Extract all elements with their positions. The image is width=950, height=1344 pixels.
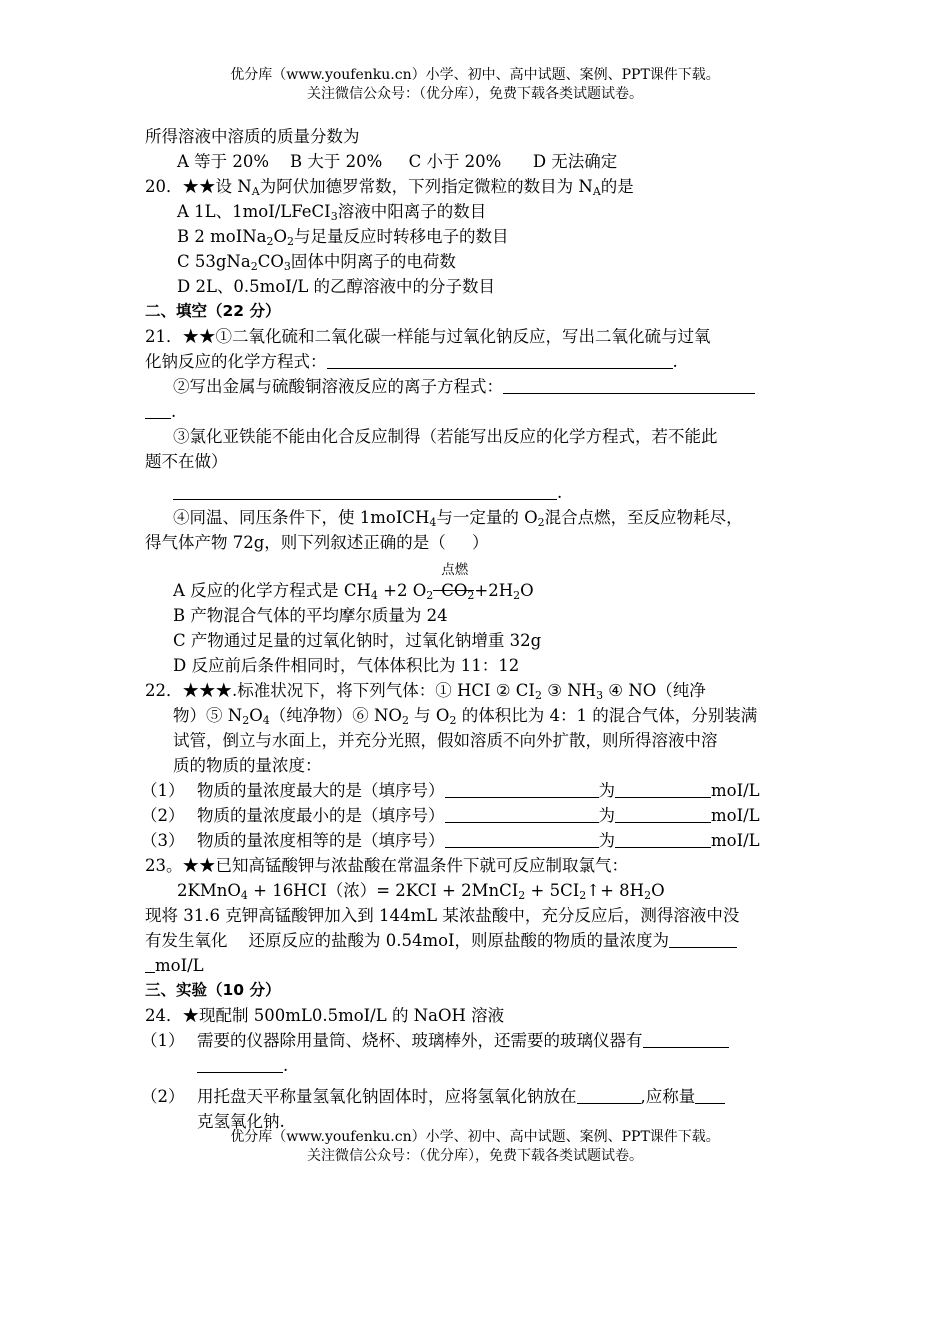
answer-blank[interactable] bbox=[643, 1029, 729, 1048]
q20-option-c bbox=[145, 249, 815, 274]
item-number: （1） bbox=[141, 1031, 185, 1050]
q21-part-2-cont bbox=[145, 399, 815, 424]
q21-number: 21． bbox=[145, 327, 183, 346]
q22-line-1 bbox=[145, 678, 815, 703]
q19-tail: 所得溶液中溶质的质量分数为 bbox=[145, 127, 360, 146]
q21-part-3-line-1: ③氯化亚铁能不能由化合反应制得（若能写出反应的化学方程式，若不能此 bbox=[173, 427, 718, 446]
q21-text: 混合点燃，至反应物耗尽， bbox=[544, 508, 743, 527]
q22-text: ④ NO（纯净 bbox=[603, 681, 706, 700]
q22-item-2 bbox=[141, 803, 815, 828]
q22-text: .标准状况下，将下列气体：① HCI ② CI bbox=[232, 681, 535, 700]
q23-text: 已知高锰酸钾与浓盐酸在常温条件下就可反应制取氯气： bbox=[215, 856, 628, 875]
option-text: +2H bbox=[474, 581, 514, 600]
q24-number: 24． bbox=[145, 1006, 183, 1025]
q20-stem bbox=[145, 174, 815, 199]
item-text: 物质的量浓度最小的是（填序号） bbox=[197, 806, 445, 825]
q20-option-b bbox=[145, 224, 815, 249]
q20-stem-text: 为阿伏加德罗常数，下列指定微粒的数目为 N bbox=[259, 177, 593, 196]
option-text: O bbox=[273, 227, 288, 246]
subscript: 2 bbox=[518, 889, 526, 902]
equation-text: O bbox=[651, 881, 665, 900]
q22-number: 22． bbox=[145, 681, 183, 700]
q21-option-d: D 反应前后条件相同时，气体体积比为 11：12 bbox=[173, 656, 520, 675]
q19-options: A 等于 20% B 大于 20% C 小于 20% D 无法确定 bbox=[177, 152, 618, 171]
q22-text: （纯净物）⑥ NO bbox=[269, 706, 402, 725]
header-line-1: 优分库（www.youfenku.cn）小学、初中、高中试题、案例、PPT课件下载。 bbox=[230, 67, 720, 83]
option-text: O bbox=[520, 581, 534, 600]
subscript: 2 bbox=[401, 714, 409, 727]
q22-text: O bbox=[249, 706, 263, 725]
period: . bbox=[557, 483, 563, 502]
reaction-arrow bbox=[433, 562, 475, 603]
q21-text: ④同温、同压条件下，使 1moICH bbox=[173, 508, 430, 527]
reaction-condition: 点燃 bbox=[441, 562, 469, 578]
q21-line-2 bbox=[145, 349, 815, 374]
q22-text: 与 O bbox=[408, 706, 450, 725]
subscript: 2 bbox=[534, 689, 542, 702]
item-text: 用托盘天平称量氢氧化钠固体时，应将氢氧化钠放在 bbox=[197, 1087, 577, 1106]
item-text: 物质的量浓度最大的是（填序号） bbox=[197, 781, 445, 800]
footer-line-1: 优分库（www.youfenku.cn）小学、初中、高中试题、案例、PPT课件下载。 bbox=[230, 1129, 720, 1145]
answer-blank[interactable] bbox=[197, 1054, 283, 1073]
q24-text: 现配制 500mL0.5moI/L 的 NaOH 溶液 bbox=[199, 1006, 505, 1025]
item-text: 为 bbox=[598, 831, 615, 850]
q20-stem-text: 的是 bbox=[600, 177, 634, 196]
q21-option-b: B 产物混合气体的平均摩尔质量为 24 bbox=[173, 606, 448, 625]
q20-option-a bbox=[145, 199, 815, 224]
answer-blank[interactable] bbox=[327, 350, 673, 369]
option-text: 与足量反应时转移电子的数目 bbox=[294, 227, 509, 246]
answer-blank[interactable] bbox=[145, 400, 171, 419]
subscript: 4 bbox=[429, 516, 437, 529]
option-text: C 53gNa bbox=[177, 252, 251, 271]
q23-line-3: 现将 31.6 克钾高锰酸钾加入到 144mL 某浓盐酸中，充分反应后，测得溶液中没 bbox=[145, 906, 740, 925]
q23-equation bbox=[145, 878, 815, 903]
q23-number: 23。 bbox=[145, 856, 183, 875]
subscript: 2 bbox=[467, 589, 475, 602]
period: . bbox=[171, 402, 177, 421]
page-header bbox=[0, 66, 950, 104]
q23-line-5 bbox=[145, 953, 815, 978]
q22-line-4: 质的物质的量浓度： bbox=[173, 756, 322, 775]
q23-line-1 bbox=[145, 853, 815, 878]
answer-blank[interactable] bbox=[445, 804, 599, 823]
period: . bbox=[283, 1056, 289, 1075]
subscript: 2 bbox=[513, 589, 521, 602]
answer-blank[interactable] bbox=[695, 1085, 725, 1104]
item-number: （1） bbox=[141, 781, 185, 800]
item-text: 为 bbox=[598, 806, 615, 825]
q22-stars: ★★★ bbox=[182, 681, 232, 700]
q24-stars: ★ bbox=[182, 1006, 199, 1025]
q20-stars: ★★ bbox=[182, 177, 216, 196]
q21-part-3-answer bbox=[145, 480, 815, 505]
q21-text: ②写出金属与硫酸铜溶液反应的离子方程式： bbox=[173, 377, 503, 396]
q21-option-c: C 产物通过足量的过氧化钠时，过氧化钠增重 32g bbox=[173, 631, 542, 650]
q23-line-4 bbox=[145, 928, 815, 953]
q22-item-1 bbox=[141, 778, 815, 803]
subscript: 4 bbox=[240, 889, 248, 902]
subscript: 4 bbox=[370, 589, 378, 602]
q21-text: 化钠反应的化学方程式： bbox=[145, 352, 327, 371]
answer-blank[interactable] bbox=[503, 375, 755, 394]
item-text: ,应称量 bbox=[640, 1087, 696, 1106]
answer-blank[interactable] bbox=[445, 829, 599, 848]
q22-line-2 bbox=[145, 703, 815, 728]
item-text: 为 bbox=[598, 781, 615, 800]
q23-text: 有发生氧化 还原反应的盐酸为 0.54moI，则原盐酸的物质的量浓度为 bbox=[145, 931, 670, 950]
answer-blank[interactable] bbox=[615, 829, 711, 848]
option-text: CO bbox=[441, 581, 468, 600]
unit: moI/L bbox=[711, 806, 760, 825]
q20-stem-text: 设 N bbox=[215, 177, 252, 196]
q20-option-d: D 2L、0.5moI/L 的乙醇溶液中的分子数目 bbox=[177, 277, 496, 296]
subscript: 2 bbox=[242, 714, 250, 727]
item-number: （2） bbox=[141, 1087, 185, 1106]
q21-text: 与一定量的 O bbox=[436, 508, 538, 527]
q21-stars: ★★ bbox=[182, 327, 216, 346]
item-text: 需要的仪器除用量筒、烧杯、玻璃棒外，还需要的玻璃仪器有 bbox=[197, 1031, 643, 1050]
subscript: 3 bbox=[596, 689, 604, 702]
q21-part-3-line-2: 题不在做） bbox=[145, 452, 228, 471]
subscript: 2 bbox=[250, 260, 258, 273]
subscript: 4 bbox=[262, 714, 270, 727]
q20-number: 20． bbox=[145, 177, 183, 196]
q24-line-1 bbox=[145, 1003, 815, 1028]
q24-item-1 bbox=[141, 1028, 815, 1053]
q21-part-2 bbox=[145, 374, 815, 399]
unit: moI/L bbox=[711, 831, 760, 850]
answer-blank[interactable] bbox=[577, 1085, 641, 1104]
section-2-title: 二、填空（22 分） bbox=[145, 302, 281, 320]
answer-blank[interactable] bbox=[669, 929, 737, 948]
equation-text: + 16HCI（浓）= 2KCI + 2MnCI bbox=[247, 881, 519, 900]
unit: moI/L bbox=[155, 956, 204, 975]
item-text: 物质的量浓度相等的是（填序号） bbox=[197, 831, 445, 850]
q21-part-4-line-1 bbox=[145, 505, 815, 530]
q22-text: 的体积比为 4：1 的混合气体，分别装满 bbox=[456, 706, 758, 725]
option-text: CO bbox=[257, 252, 284, 271]
q22-line-3: 试管，倒立与水面上，并充分光照，假如溶质不向外扩散，则所得溶液中溶 bbox=[173, 731, 718, 750]
option-text: A 反应的化学方程式是 CH bbox=[173, 581, 371, 600]
section-3-title: 三、实验（10 分） bbox=[145, 981, 281, 999]
q24-item-2 bbox=[141, 1084, 815, 1109]
subscript: A bbox=[592, 185, 601, 198]
q21-text: ①二氧化硫和二氧化碳一样能与过氧化钠反应，写出二氧化硫与过氧 bbox=[215, 327, 711, 346]
q24-item-2-cont: 克氢氧化钠. bbox=[197, 1112, 285, 1131]
equation-text: + 5CI bbox=[525, 881, 580, 900]
option-text: 溶液中阳离子的数目 bbox=[337, 202, 487, 221]
item-number: （2） bbox=[141, 806, 185, 825]
item-number: （3） bbox=[141, 831, 185, 850]
equation-text: 2KMnO bbox=[177, 881, 241, 900]
period: . bbox=[672, 352, 678, 371]
answer-blank[interactable] bbox=[445, 779, 599, 798]
footer-line-2: 关注微信公众号：（优分库），免费下载各类试题试卷。 bbox=[307, 1148, 643, 1164]
option-text: +2 O bbox=[377, 581, 427, 600]
subscript: 2 bbox=[287, 235, 295, 248]
subscript: 2 bbox=[426, 589, 434, 602]
subscript: 2 bbox=[579, 889, 587, 902]
subscript: 2 bbox=[449, 714, 457, 727]
q22-text: ③ NH bbox=[541, 681, 597, 700]
header-line-2: 关注微信公众号：（优分库），免费下载各类试题试卷。 bbox=[307, 86, 643, 102]
option-text: 固体中阴离子的电荷数 bbox=[290, 252, 456, 271]
q22-text: 物）⑤ N bbox=[173, 706, 243, 725]
subscript: 3 bbox=[330, 210, 338, 223]
subscript: 2 bbox=[266, 235, 274, 248]
equation-text: ↑+ 8H bbox=[586, 881, 645, 900]
subscript: 2 bbox=[644, 889, 652, 902]
q21-line-1 bbox=[145, 324, 815, 349]
subscript: A bbox=[251, 185, 260, 198]
answer-blank[interactable] bbox=[615, 779, 711, 798]
answer-blank[interactable] bbox=[615, 804, 711, 823]
exam-content bbox=[141, 124, 815, 1134]
option-text: B 2 moINa bbox=[177, 227, 267, 246]
q21-part-4-line-2: 得气体产物 72g，则下列叙述正确的是（ ） bbox=[145, 533, 489, 552]
option-text: A 1L、1moI/LFeCI bbox=[177, 202, 331, 221]
subscript: 3 bbox=[283, 260, 291, 273]
q22-item-3 bbox=[141, 828, 815, 853]
page-footer bbox=[0, 1128, 950, 1166]
subscript: 2 bbox=[537, 516, 545, 529]
unit: moI/L bbox=[711, 781, 760, 800]
q21-option-a bbox=[145, 562, 815, 603]
answer-blank[interactable] bbox=[145, 954, 155, 973]
q24-item-1-cont bbox=[145, 1053, 815, 1078]
answer-blank[interactable] bbox=[173, 481, 557, 500]
q23-stars: ★★ bbox=[182, 856, 216, 875]
